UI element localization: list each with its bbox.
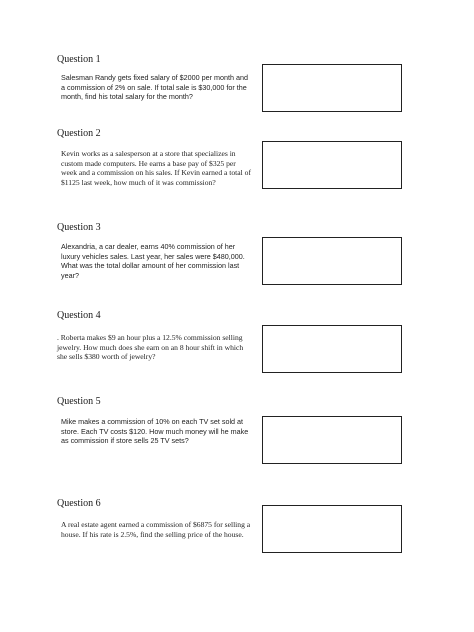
question-4-title: Question 4: [57, 310, 101, 321]
question-6-title: Question 6: [57, 498, 101, 509]
question-1-text: Salesman Randy gets fixed salary of $2000 per month and a commission of 2% on sale. If total sale is $30,000 for the month, find his total salary for the month?: [61, 73, 248, 101]
question-2-text: Kevin works as a salesperson at a store that specializes in custom made computers. He earns a base pay of $325 per week and a commission on his sales. If Kevin earned a total of $1125 last week, how much of it was commission?: [61, 149, 251, 187]
question-5-text: Mike makes a commission of 10% on each TV set sold at store. Each TV costs $120. How much money will he make as commission if store sells 25 TV sets?: [61, 417, 249, 445]
question-1-title: Question 1: [57, 54, 101, 65]
question-5-title: Question 5: [57, 396, 101, 407]
question-2-title: Question 2: [57, 128, 101, 139]
question-4-text: . Roberta makes $9 an hour plus a 12.5% commission selling jewelry. How much does she earn on an 8 hour shift in which she sells $380 worth of jewelry?: [57, 333, 244, 361]
answer-box-3[interactable]: [262, 237, 402, 285]
question-3-text: Alexandria, a car dealer, earns 40% commission of her luxury vehicles sales. Last year, her sales were $480,000. What was the total dollar amount of her commission last year?: [61, 242, 245, 280]
answer-box-4[interactable]: [262, 325, 402, 373]
answer-box-6[interactable]: [262, 505, 402, 553]
answer-box-5[interactable]: [262, 416, 402, 464]
question-3-title: Question 3: [57, 222, 101, 233]
answer-box-1[interactable]: [262, 64, 402, 112]
answer-box-2[interactable]: [262, 141, 402, 189]
question-6-text: A real estate agent earned a commission of $6875 for selling a house. If his rate is 2.5%, find the selling price of the house.: [61, 520, 251, 539]
